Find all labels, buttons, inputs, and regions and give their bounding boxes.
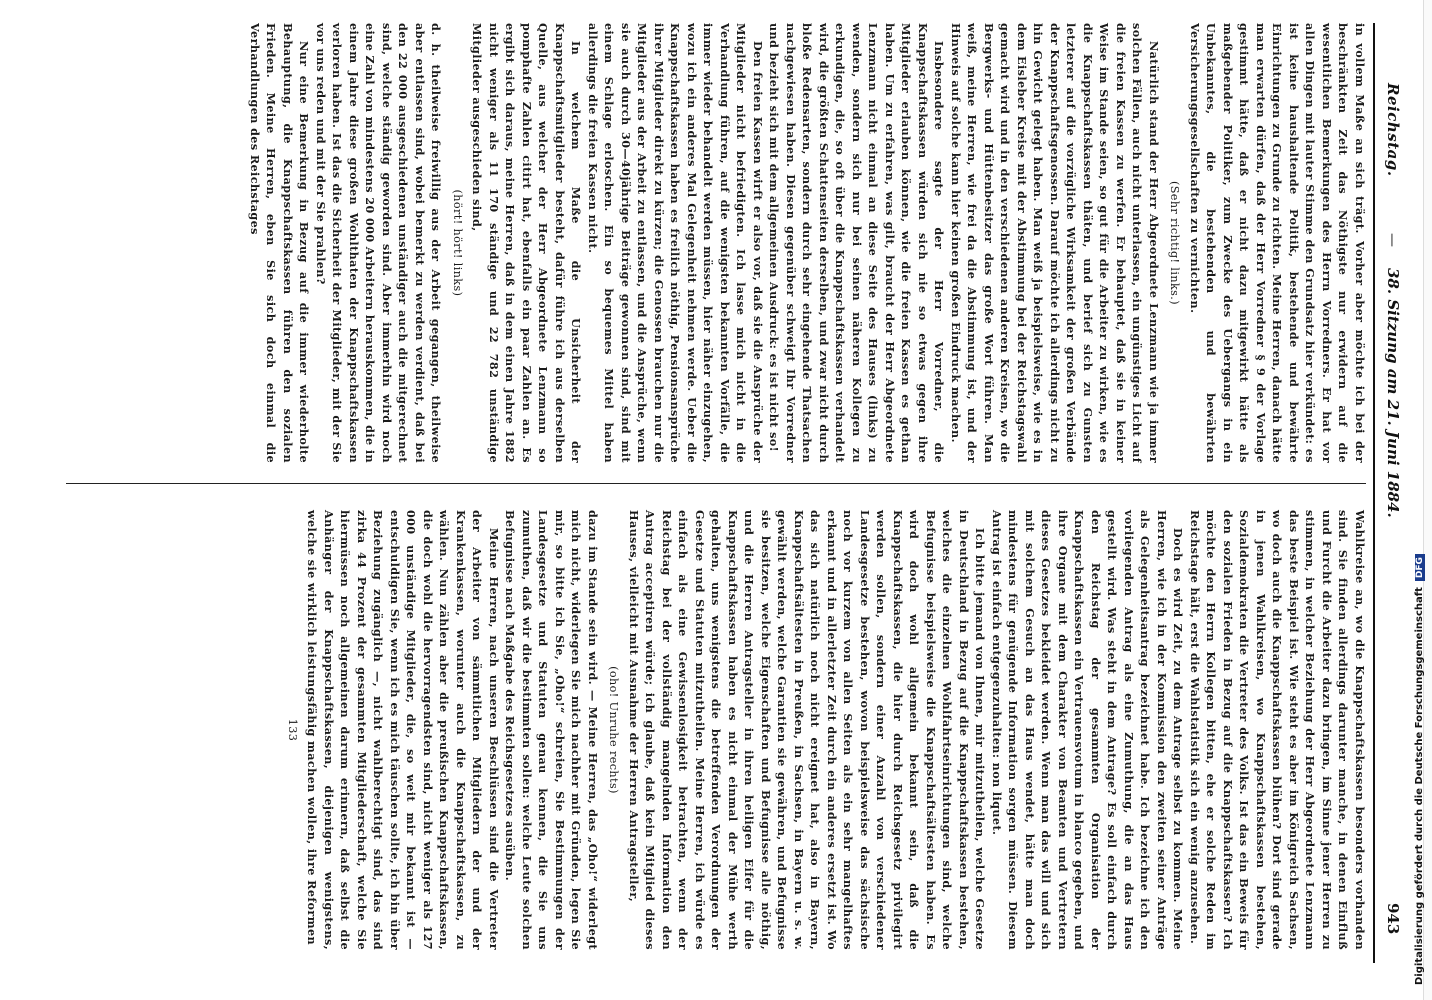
paragraph: dazu im Stande sein wird. — Meine Herren, das „Oho!“ widerlegt mich nicht, widerlegen Sie mich nachher mit Gründen, legen Sie mir, so bitte ich Sie, „Oho!“ schreien, Sie Bestimmungen der Landesgesetze und Statuten genau kennen, die Sie uns zumuthen, daß wir die bestimmten sollen: welche Leute solchen Befugnisse nach Maßgabe des Reichsgesetzes ausüben.	[503, 510, 600, 950]
header-reichstag: Reichstag.	[1384, 83, 1402, 177]
column-divider	[66, 483, 1366, 484]
right-column	[280, 510, 1369, 950]
digitization-credit	[1414, 5, 1425, 985]
signature-mark: 133	[286, 718, 299, 742]
interjection: (hört! hört! links)	[451, 189, 464, 297]
paragraph: Insbesondere sagte der Herr Vorredner, die Knappschaftskassen würden sich nie so etwas gegen ihre Mitglieder erlauben können, wie die freien Kassen es gethan haben. Um zu erfahren, was gilt, braucht der Herr Abgeordnete Lenzmann nicht einmal an diese Seite des Hauses (links) zu wenden, sondern sich nur bei seinen näheren Kollegen zu erkundigen, die, so oft über die Knappschaftskassen verhandelt wird, die größten Schattenseiten derselben, und zwar nicht durch bloße Redensarten, sondern durch sehr eingehende Thatsachen nachgewiesen haben. Diesen gegenüber schweigt Ihr Vorredner und bezieht sich mit dem allgemeinen Ausdruck: es ist nicht so!	[767, 23, 947, 463]
paragraph: Natürlich stand der Herr Abgeordnete Lenzmann wie ja immer solchen Fällen, auch nicht unterlassen, ein ungünstiges Licht auf die freien Kassen zu werfen. Er behauptet, daß sie in keiner Weise im Stande seien, so gut für die Arbeiter zu wirken, wie es die Knappschaftskassen thäten, und berief sich zu Gunsten letzterer auf die vorzügliche Wirksamkeit der großen Verbände der Knappschaftsgenossen. Darauf möchte ich allerdings nicht zu hin Gewicht gelegt haben. Man weiß ja beispielsweise, wie es in dem Eisleber Kreise mit der Abstimmung bei der Reichstagswahl gemacht wird und in den verschiedenen anderen Kreisen, wo die Bergwerks- und Hüttenbesitzer das große Wort führen. Man weiß, meine Herren, wie frei da die Abstimmung ist, und der Hinweis auf solche kann hier keinen großen Eindruck machen.	[949, 23, 1161, 463]
paragraph: Ich bitte jemand von Ihnen, mir mitzutheilen, welche Gesetze in Deutschland in Bezug auf die Knappschaftskassen bestehen, welches die einzelnen Wohlfahrtseinrichtungen sind, welche Befugnisse beispielsweise die Knappschaftsältesten haben. Es wird doch wohl allgemein bekannt sein, daß die Knappschaftskassen, die hier durch Reichsgesetz privilegirt werden sollen, sondern einer Anzahl von verschiedener Landesgesetze bestehen, wovon beispielsweise das sächsische noch vor kurzem von allen Seiten als ein sehr mangelhaftes erkannt und in allerletzter Zeit durch ein anderes ersetzt ist. Wo das sich natürlich noch nicht ereignet hat, also in Bayern, Knappschaftsältesten in Preußen, in Sachsen, in Bayern u. s. w. gewählt werden, welche Garantien sie gewähren, und Befugnisse sie besitzen, welche Eigenschaften und Befugnisse alle nöthig, und die Herren Antragsteller in ihren heiligen Eifer für die Knappschaftskassen haben es nicht einmal der Mühe werth gehalten, uns wenigstens die betreffenden Verordnungen der Gesetze und Statuten mitzutheilen. Meine Herren, ich würde es einfach als eine Gewissenlosigkeit betrachten, wenn der Reichstag bei der vollständig mangelnden Information den Antrag acceptiren würde; ich glaube, daß kein Mitglied dieses Hauses, vielleicht mit Ausnahme der Herren Antragsteller,	[627, 510, 988, 950]
rotated-page-content	[23, 8, 1408, 988]
paragraph: Wahlkreise an, wo die Knappschaftskassen besonders vorhanden sind. Sie finden allerdings darunter manche, in denen Einfluß und Furcht die Arbeiter dazu bringen, im Sinne jener Herren zu stimmen, in welcher Beziehung der Herr Abgeordnete Lenzmann das beste Beispiel ist. Wie steht es aber im Königreich Sachsen, wo doch auch die Knappschaftskassen blühen? Dort sind gerade in jenen Wahlkreisen, wo Knappschaftskassen bestehen, Sozialdemokraten die Vertreter des Volks. Ist das ein Beweis für den sozialen Frieden in Bezug auf die Knappschaftskassen? Ich möchte den Herrn Kollegen bitten, ehe er solche Reden im Reichstage hält, erst die Wahlstatistik sich ein wenig anzusehen.	[1188, 510, 1367, 950]
page-header	[1378, 23, 1408, 973]
header-session: 38. Sitzung am 21. Juni 1884.	[1384, 268, 1402, 518]
paragraph: Meine Herren, nach unseren Beschlüssen sind die Vertreter der Arbeiter von sämmtlichen Mitgliedern der und der Krankenkassen, worunter auch die Knappschaftskassen, zu wählen. Nun zählen aber die preußischen Knappschaftskassen, die doch wohl die hervorragendsten sind, nicht weniger als 127 000 unständige Mitglieder, die, so weit mir bekannt ist — entschuldigen Sie, wenn ich es mich täuschen sollte, ich bin über Beziehung zugänglich —, nicht wahlberechtigt sind, das sind zirka 44 Prozent der gesammten Mitgliederschaft, welche Sie hiermüssen noch allgemeinen darum erinnern, daß selbst die Anhänger der Knappschaftskassen, diejenigen wenigstens, welche sie wirklich leistungsfähig machen wollen, ihre Reformen	[305, 510, 501, 950]
left-column	[247, 23, 1369, 463]
interjection: (Sehr richtig! links.)	[1168, 180, 1182, 306]
dfg-logo: DFG	[1415, 554, 1425, 581]
paragraph: Den freien Kassen wirft er also vor, daß sie die Ansprüche der Mitglieder nicht befriedigten. Ich lasse mich nicht in die Verhandlung führen, auf die wenigsten bekannten Vorfälle, die immer wieder behandelt werden müssen, hier näher einzugehen, wozu ich ein anderes Mal Gelegenheit nehmen werde. Ueber die Knappschaftskassen haben es freilich nöthig, Pensionsansprüche ihrer Mitglieder direkt zu kürzen; die Genossen brauchen nur die Mitglieder aus der Arbeit zu entlassen, und die Ansprüche, wenn sie auch durch 30—40jährige Beiträge gewonnen sind, sind mit einem Schlage erloschen. Ein so bequemes Mittel haben allerdings die freien Kassen nicht.	[586, 23, 765, 463]
header-separator: —	[1384, 233, 1400, 247]
page-number: 943	[1384, 903, 1402, 935]
paragraph: Nur eine Bemerkung in Bezug auf die immer wiederholte Behauptung, die Knappschaftskassen führen den sozialen Frieden. Meine Herren, eben Sie sich doch einmal die Verhandlungen des Reichstages	[248, 23, 312, 463]
paragraph: Doch es wird Zeit, zu dem Antrage selbst zu kommen. Meine Herren, wie ich in der Kommission den zweiten seiner Anträge als Gelegenheitsantrag bezeichnet habe. Ich bezeichne ich den vorliegenden Antrag als eine Zumuthung, die an das Haus gestellt wird. Was steht in dem Antrage? Es soll einfach durch den Reichstag der gesammten Organisation der Knappschaftskassen ein Vertrauensvotum in blanco gegeben, und ihre Organe mit dem Charakter von Beamten und Vertretern dieses Gesetzes bekleidet werden. Wenn man das will und sich mit solchem Gesuch an das Haus wendet, hätte man doch mindestens für genügende Information sorgen müssen. Diesem Antrag ist einfach entgegenzuhalten: non liquet.	[990, 510, 1186, 950]
paragraph: In welchem Maße die Unsicherheit der Knappschaftsmitglieder besteht, dafür führe ich aus derselben Quelle, aus welcher der Herr Abgeordnete Lenzmann so pomphafte Zahlen citirt hat, ebenfalls ein paar Zahlen an. Es ergibt sich daraus, meine Herren, daß in dem einen Jahre 1882 nicht weniger als 11 170 ständige und 22 782 unständige Mitglieder ausgeschieden sind,	[470, 23, 584, 463]
paragraph: d. h. theilweise freiwillig aus der Arbeit gegangen, theilweise aber entlassen sind, wobei bemerkt zu werden verdient, daß bei den 22 000 ausgeschiedenen unständiger auch die mitgerechnet sind, welche ständig geworden sind. Aber immerhin wird noch eine Zahl von mindestens 20 000 Arbeitern herauskommen, die in einem Jahre diese großen Wohlthaten der Knappschaftskassen verloren haben. Ist das die Sicherheit der Mitglieder, mit der Sie vor uns reden und mit der Sie prahlen?	[314, 23, 444, 463]
paragraph: in vollem Maße an sich trägt. Vorher aber möchte ich bei der beschränkten Zeit das Nöthigste nur erwidern auf die wesentlichen Bemerkungen des Herrn Vorredners. Er hat vor allen Dingen mit lauter Stimme den Grundsatz hier verkündet: es ist keine haushaltende Politik, bestehende und bewährte Einrichtungen zu Grunde zu richten. Meine Herren, danach hätte man erwarten dürfen, daß der Herr Vorredner § 9 der Vorlage gestimmt hätte, daß er nicht dazu mitgewirkt hätte als maßgebender Politiker, zum Zwecke des Uebergangs in ein Unbekanntes, die bestehenden und bewährten Versicherungsgesellschaften zu vernichten.	[1188, 23, 1367, 463]
credit-text: Digitalisierung gefördert durch die Deutsche Forschungsgemeinschaft	[1414, 587, 1425, 985]
interjection: (oho! Unruhe rechts)	[607, 666, 621, 794]
header-rule	[1373, 23, 1375, 963]
